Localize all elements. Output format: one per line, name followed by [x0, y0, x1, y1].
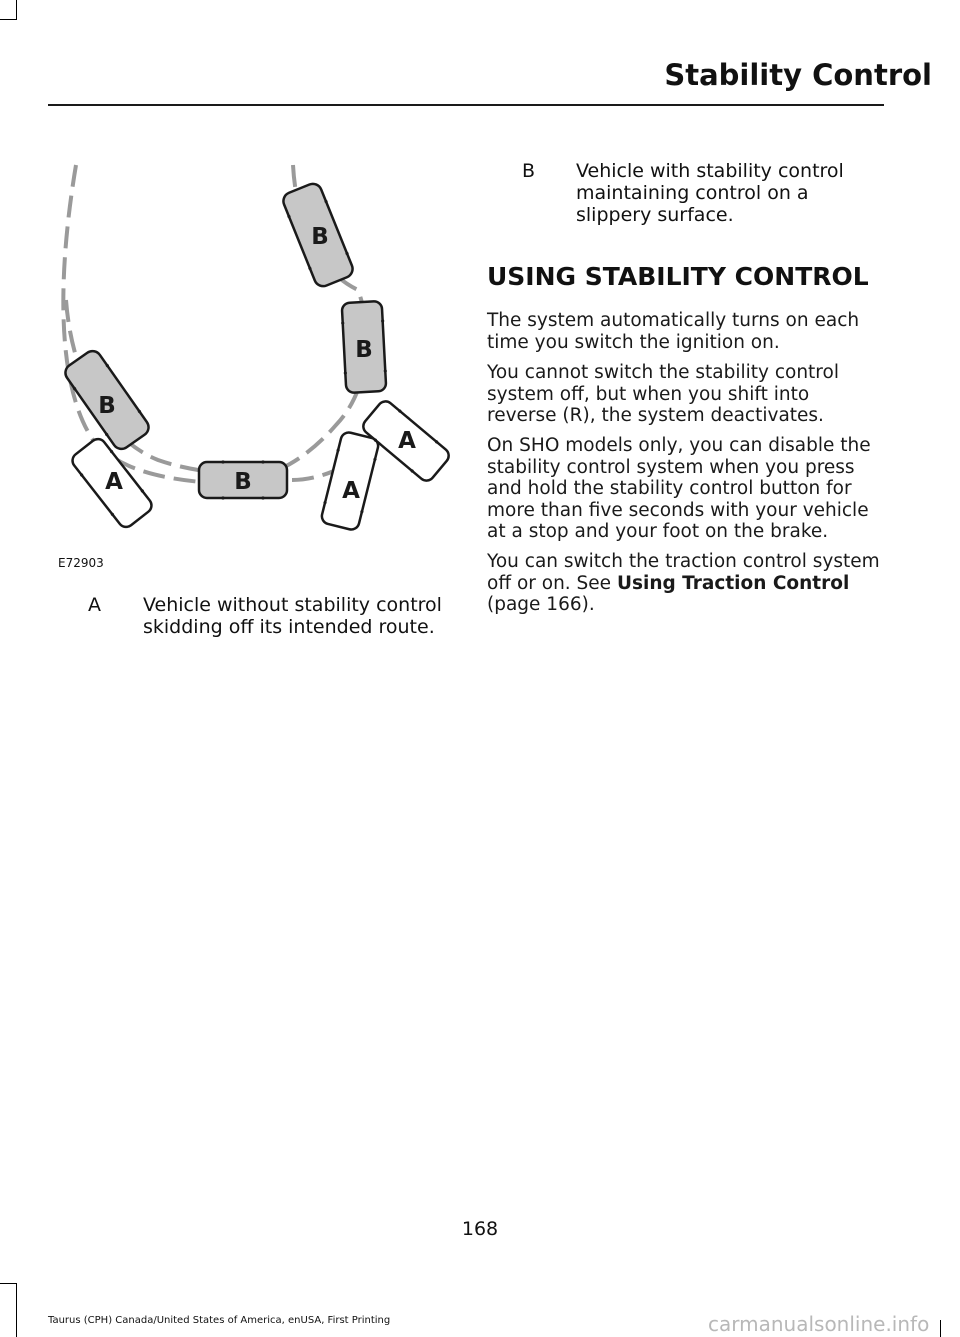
- figure-code: E72903: [58, 556, 104, 570]
- traction-control-link[interactable]: Using Traction Control: [616, 572, 850, 594]
- stability-control-diagram: [48, 140, 456, 580]
- page-number: 168: [461, 1218, 499, 1240]
- paragraph-sho-models: On SHO models only, you can disable the stability control system when you press and hold the stability control button for more than five seconds with your vehicle at a stop and your foot on the brake.: [487, 435, 871, 542]
- crop-mark-bottom-right-v: [940, 1320, 941, 1337]
- paragraph-reverse: You cannot switch the stability control system off, but when you shift into reverse (R), the system deactivates.: [487, 362, 839, 426]
- callout-letter: A: [88, 594, 101, 616]
- header-rule: [48, 104, 884, 106]
- crop-mark-bottom-left-h: [0, 1283, 17, 1284]
- car-label-a-middle: A: [342, 478, 360, 504]
- page-reference: (page 166).: [487, 594, 595, 615]
- car-label-a-left: A: [105, 469, 123, 495]
- car-label-b-top: B: [311, 224, 329, 250]
- paragraph-traction: [487, 551, 882, 616]
- car-label-b-bottom: B: [234, 469, 252, 495]
- car-label-a-right: A: [398, 428, 416, 454]
- section-heading: USING STABILITY CONTROL: [487, 262, 869, 291]
- car-label-b-right: B: [355, 337, 373, 363]
- callout-text: Vehicle without stability control skidding off its intended route.: [143, 594, 442, 638]
- path-outer-arc: [63, 165, 278, 485]
- callout-text: Vehicle with stability control maintaining control on a slippery surface.: [576, 160, 844, 226]
- crop-mark-top-left-v: [16, 0, 17, 20]
- paragraph-ignition: The system automatically turns on each time you switch the ignition on.: [487, 310, 860, 353]
- callout-b: [522, 160, 882, 226]
- callout-letter: B: [522, 160, 536, 182]
- watermark: carmanualsonline.info: [708, 1312, 930, 1336]
- footer-text: Taurus (CPH) Canada/United States of America, enUSA, First Printing: [48, 1315, 391, 1326]
- page-title: Stability Control: [664, 58, 932, 92]
- paragraph-traction-text: You can switch the traction control system off or on. See: [487, 551, 880, 594]
- crop-mark-top-left-h: [0, 19, 17, 20]
- callout-a: [88, 594, 448, 640]
- car-label-b-left: B: [98, 393, 116, 419]
- crop-mark-bottom-left-v: [16, 1283, 17, 1337]
